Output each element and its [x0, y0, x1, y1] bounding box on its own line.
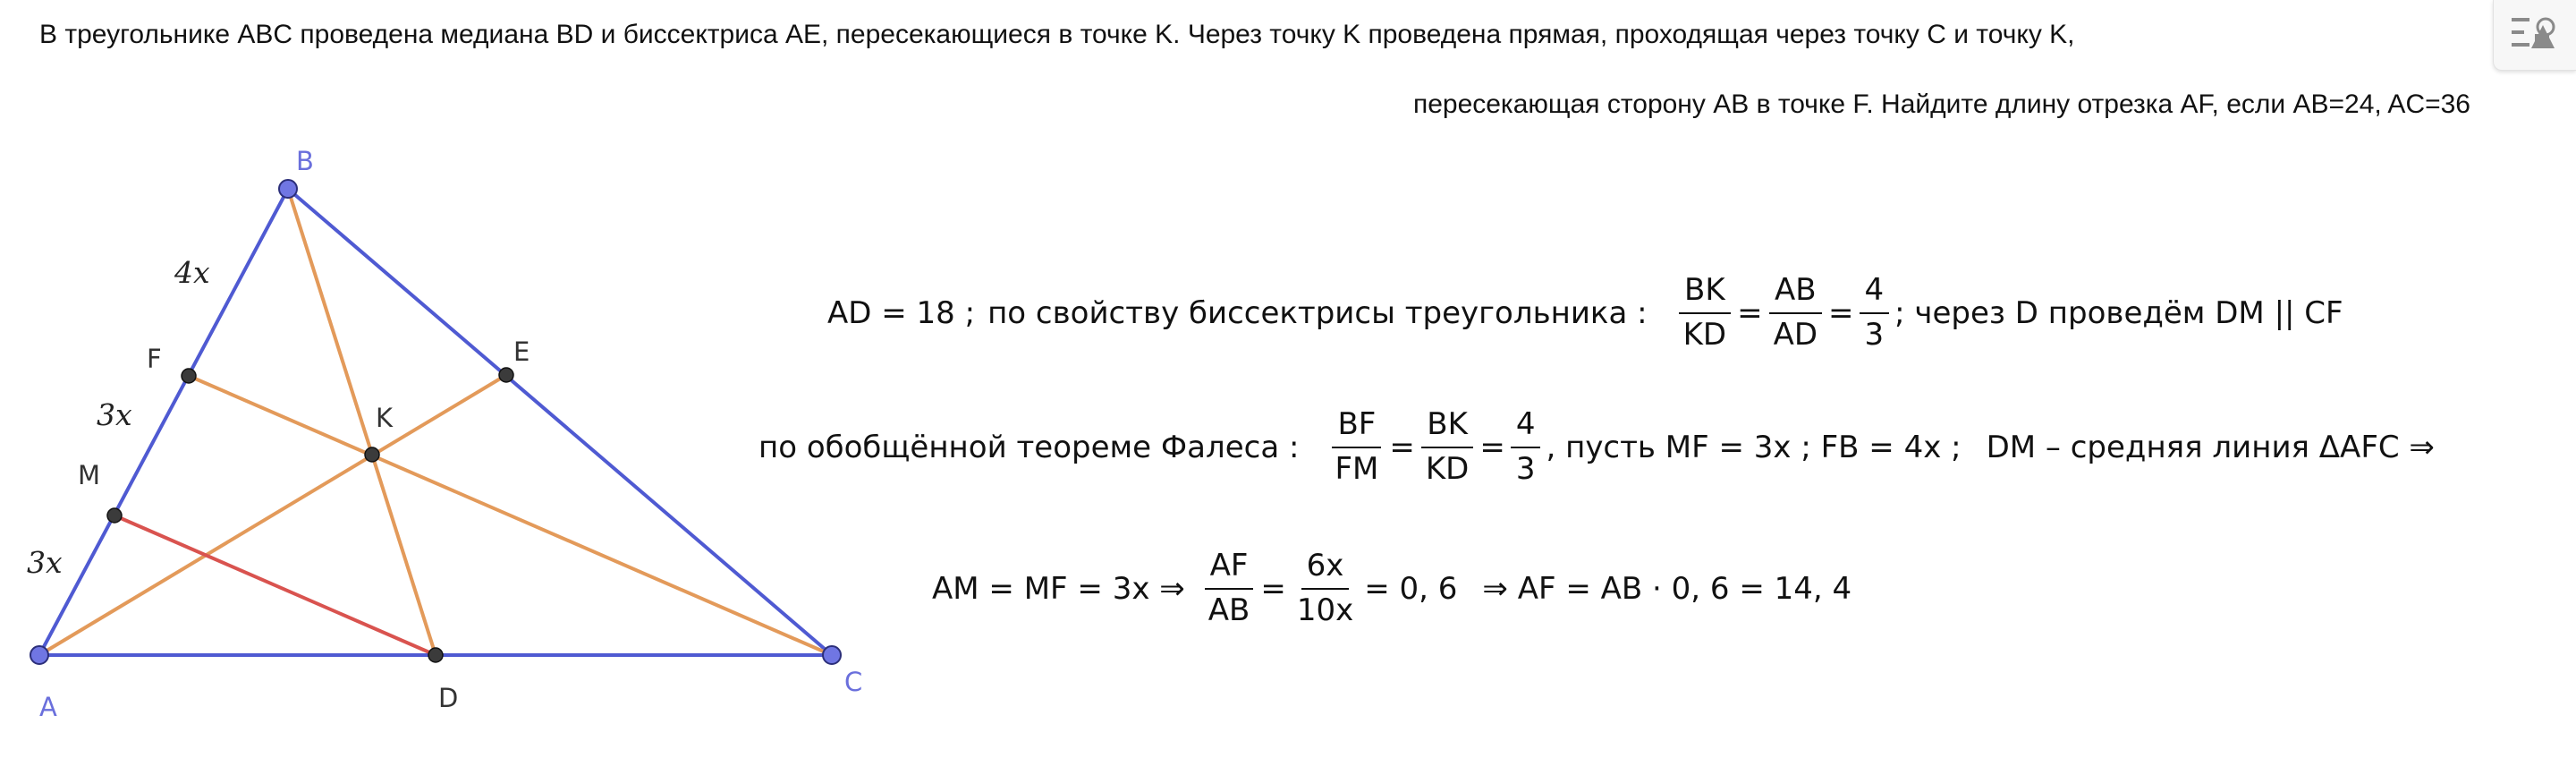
fraction-4-3: $\frac{4}{3}$	[1860, 275, 1890, 351]
equals-sign: =	[1479, 430, 1505, 465]
style-bar-menu-button[interactable]	[2493, 0, 2576, 71]
fraction-bk-kd: $\frac{BK}{KD}$	[1420, 409, 1474, 485]
segment-label-MA: 3x	[27, 545, 63, 580]
style-bar-menu-icon	[2510, 13, 2560, 55]
equals-sign: =	[1737, 295, 1763, 331]
equals-sign: =	[1389, 430, 1415, 465]
assumption-text: , пусть MF = 3x ; FB = 4x ;	[1546, 430, 1962, 465]
final-answer: ⇒ AF = AB · 0, 6 = 14, 4	[1482, 571, 1852, 607]
fraction-bf-fm: $\frac{BF}{FM}$	[1329, 409, 1384, 485]
vertex-A[interactable]	[30, 646, 48, 664]
point-D[interactable]	[428, 648, 443, 662]
fraction-af-ab: $\frac{AF}{AB}$	[1203, 550, 1256, 626]
vertex-label-C: C	[844, 667, 863, 697]
solution-line-1	[827, 260, 2343, 367]
segment-label-BF: 4x	[174, 255, 210, 290]
solution-line-3	[932, 535, 1852, 643]
point-label-F: F	[147, 344, 162, 374]
thales-theorem-text: по обобщённой теореме Фалеса :	[758, 430, 1300, 465]
vertex-C[interactable]	[823, 646, 841, 664]
equals-sign: =	[1260, 571, 1286, 607]
triangle-diagram	[0, 0, 894, 758]
construction-text: ; через D проведём DM || CF	[1894, 295, 2343, 331]
ad-value: AD = 18 ;	[827, 295, 976, 331]
point-label-K: K	[376, 403, 394, 433]
segment-label-FM: 3x	[97, 397, 132, 432]
point-label-E: E	[513, 336, 530, 367]
point-K[interactable]	[365, 447, 379, 462]
segment-DM	[114, 515, 436, 655]
vertex-label-A: A	[39, 692, 57, 722]
point-label-M: M	[78, 460, 101, 490]
side-AB	[39, 189, 288, 655]
equals-sign: =	[1828, 295, 1854, 331]
line-CF	[189, 376, 832, 655]
bisector-property-text: по свойству биссектрисы треугольника :	[987, 295, 1648, 331]
am-mf-text: AM = MF = 3x ⇒	[932, 571, 1185, 607]
ratio-value: = 0, 6	[1364, 571, 1458, 607]
midline-text: DM – средняя линия ΔAFC ⇒	[1986, 430, 2435, 465]
vertex-B[interactable]	[279, 180, 297, 198]
fraction-6x-10x: $\frac{6x}{10x}$	[1296, 548, 1354, 628]
fraction-ab-ad: $\frac{AB}{AD}$	[1768, 275, 1823, 351]
fraction-bk-kd: $\frac{BK}{KD}$	[1678, 275, 1732, 351]
problem-text-line-1: В треугольнике ABC проведена медиана BD и биссектриса AE, пересекающиеся в точке K. Через точку K проведена прямая, проходящая через точку C и точку K,	[39, 20, 2075, 49]
vertex-label-B: B	[296, 146, 314, 176]
point-E[interactable]	[499, 368, 513, 382]
fraction-4-3: $\frac{4}{3}$	[1511, 409, 1541, 485]
solution-line-2	[758, 394, 2435, 501]
median-BD	[288, 189, 436, 655]
problem-text-line-2: пересекающая сторону AB в точке F. Найдите длину отрезка AF, если AB=24, AC=36	[1412, 89, 2470, 119]
side-BC	[288, 189, 832, 655]
point-label-D: D	[438, 683, 459, 713]
point-F[interactable]	[182, 369, 196, 383]
point-M[interactable]	[107, 508, 122, 523]
